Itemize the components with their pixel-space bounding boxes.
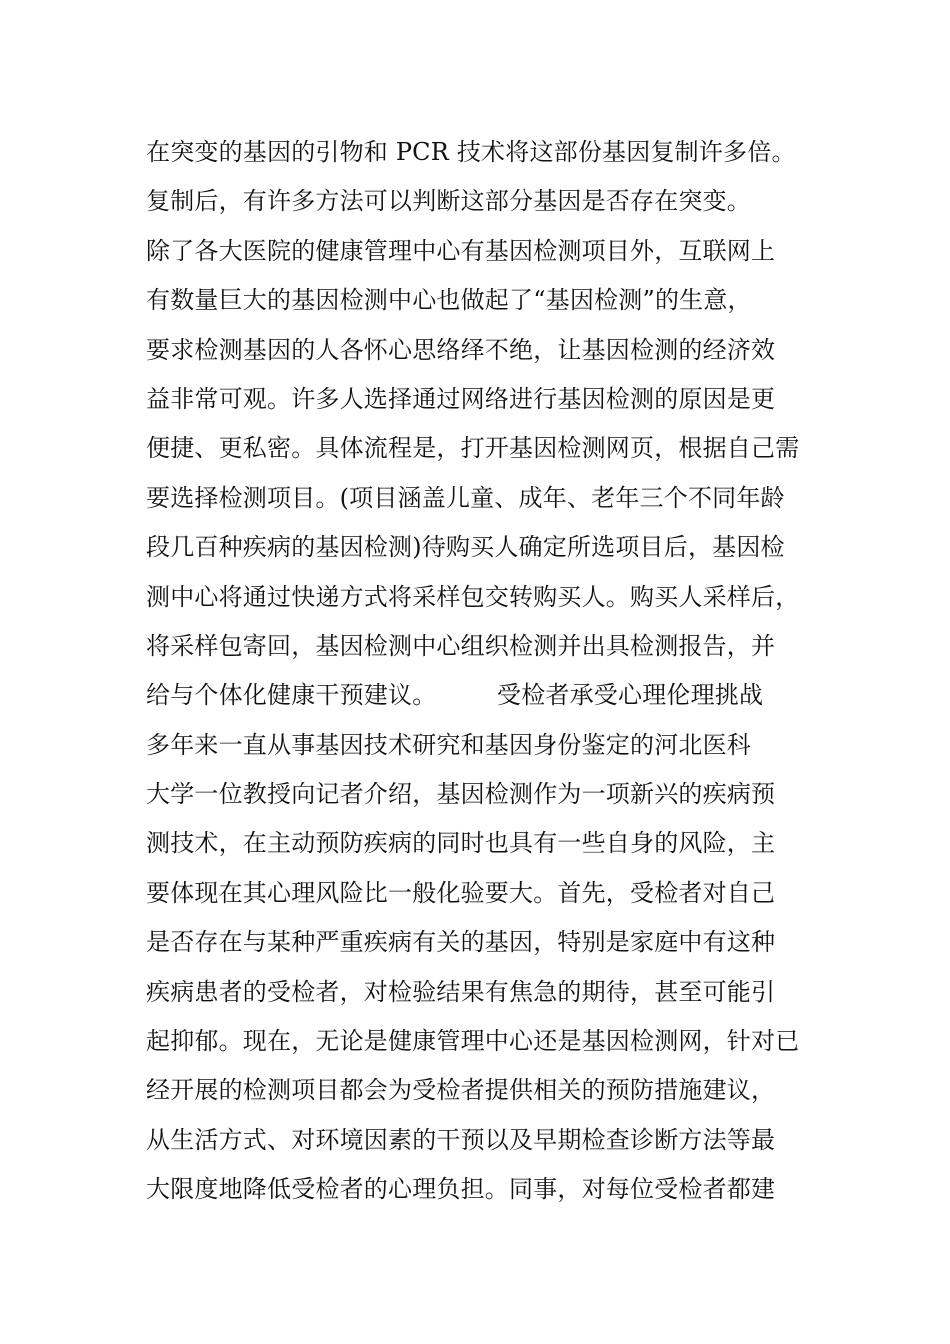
text-line: 益非常可观。许多人选择通过网络进行基因检测的原因是更 (146, 384, 776, 413)
text-line: 经开展的检测项目都会为受检者提供相关的预防措施建议， (146, 1076, 776, 1105)
text-line: 从生活方式、对环境因素的干预以及早期检查诊断方法等最 (146, 1125, 776, 1154)
text-line: 测中心将通过快递方式将采样包交转购买人。购买人采样后， (146, 582, 800, 611)
text-line: 要求检测基因的人各怀心思络绎不绝，让基因检测的经济效 (146, 335, 776, 364)
text-line: 测技术，在主动预防疾病的同时也具有一些自身的风险，主 (146, 829, 776, 858)
text-line: 起抑郁。现在，无论是健康管理中心还是基因检测网，针对已 (146, 1027, 800, 1056)
text-line: 多年来一直从事基因技术研究和基因身份鉴定的河北医科 (146, 730, 751, 759)
text-line: 要选择检测项目。(项目涵盖儿童、成年、老年三个不同年龄 (146, 483, 785, 512)
text-line: 是否存在与某种严重疾病有关的基因，特别是家庭中有这种 (146, 928, 776, 957)
text-line: 在突变的基因的引物和 PCR 技术将这部份基因复制许多倍。 (146, 138, 796, 166)
text-line: 要体现在其心理风险比一般化验要大。首先，受检者对自己 (146, 878, 776, 907)
text-line: 疾病患者的受检者，对检验结果有焦急的期待，甚至可能引 (146, 977, 776, 1006)
text-line: 便捷、更私密。具体流程是，打开基因检测网页，根据自己需 (146, 434, 800, 463)
body-text (146, 128, 846, 1215)
text-line: 除了各大医院的健康管理中心有基因检测项目外，互联网上 (146, 236, 776, 265)
text-line: 给与个体化健康干预建议。 受检者承受心理伦理挑战 (146, 681, 764, 710)
text-line: 将采样包寄回，基因检测中心组织检测并出具检测报告，并 (146, 631, 776, 660)
text-line: 大限度地降低受检者的心理负担。同事，对每位受检者都建 (146, 1175, 776, 1204)
text-line: 大学一位教授向记者介绍，基因检测作为一项新兴的疾病预 (146, 780, 776, 809)
text-line: 有数量巨大的基因检测中心也做起了“基因检测”的生意， (146, 286, 752, 315)
text-line: 复制后，有许多方法可以判断这部分基因是否存在突变。 (146, 187, 751, 216)
text-line: 段几百种疾病的基因检测)待购买人确定所选项目后，基因检 (146, 533, 785, 562)
